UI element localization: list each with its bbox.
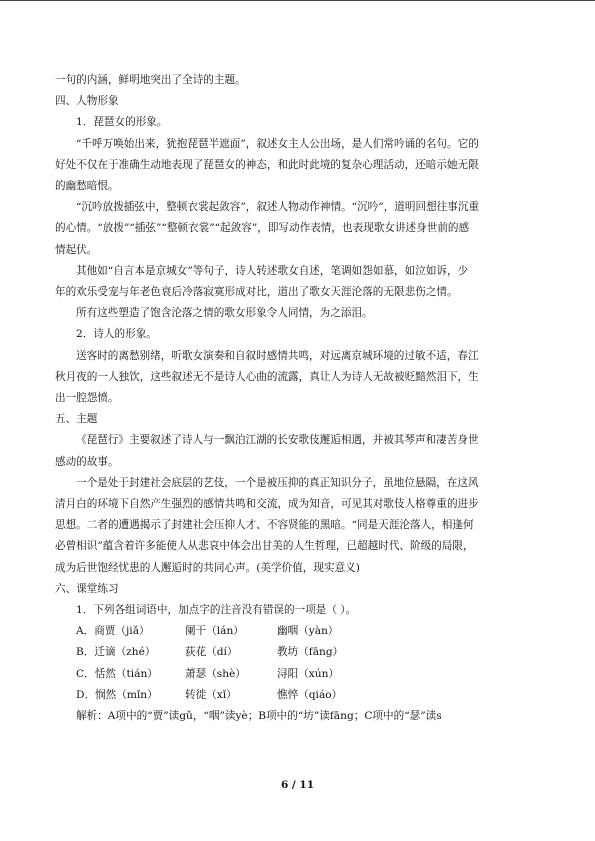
text-line: “千呼万唤始出来，犹抱琵琶半遮面”，叙述女主人公出场，是人们常吟诵的名句。它的 (76, 137, 479, 150)
option-row-a (55, 621, 545, 642)
text-line: 感动的故事。 (55, 455, 119, 468)
subsection-heading: 2．诗人的形象。 (76, 328, 157, 341)
option-term: 阑干（lán） (185, 625, 244, 638)
analysis-text: 解析：A项中的“贾”读gǔ，“咽”读yè；B项中的“坊”读fāng；C项中的“瑟”读s (76, 710, 442, 723)
top-rule (0, 0, 595, 1)
option-term: 浔阳（xún） (277, 667, 339, 680)
text-line: 好处不仅在于准确生动地表现了琵琶女的神态，和此时此境的复杂心理活动，还暗示她无限 (55, 158, 479, 171)
option-row-d (55, 685, 545, 706)
text-line: 出一腔怨愤。 (55, 392, 119, 405)
text-line: 一句的内涵，鲜明地突出了全诗的主题。 (55, 74, 246, 86)
text-line: 送客时的离愁别绪，听歌女演奏和自叙时感情共鸣，对远离京城环境的过敏不适，春江 (76, 349, 479, 362)
text-line: 的幽愁暗恨。 (55, 180, 119, 193)
option-term: 萧瑟（shè） (185, 667, 246, 680)
text-line: 所有这些塑造了饱含沦落之情的歌女形象令人同情，为之添泪。 (76, 307, 373, 320)
option-term: 憔悴（qiáo） (277, 688, 343, 701)
subsection-heading: 1．琵琶女的形象。 (76, 116, 168, 129)
text-line: 年的欢乐受宠与年老色衰后冷落寂寞形成对比，道出了歌女天涯沦落的无限悲伤之情。 (55, 286, 458, 299)
option-term: D．悯然（mǐn） (76, 688, 158, 701)
text-line: 《琵琶行》主要叙述了诗人与一飘泊江湖的长安歌伎邂逅相遇，并被其琴声和凄苦身世 (76, 434, 479, 447)
option-term: 幽咽（yàn） (277, 625, 339, 638)
text-line: 成为后世饱经忧患的人邂逅时的共同心声。(美学价值，现实意义) (55, 561, 360, 574)
option-row-c (55, 664, 545, 685)
option-term: C．恬然（tián） (76, 667, 158, 680)
text-line: 思想。二者的遭遇揭示了封建社会压抑人才、不容贤能的黑暗。“同是天涯沦落人，相逢何 (55, 519, 474, 532)
text-line: 清月白的环境下自然产生强烈的感情共鸣和交流，成为知音，可见其对歌伎人格尊重的进步 (55, 498, 479, 511)
text-line: 必曾相识”蕴含着许多能使人从悲哀中体会出甘美的人生哲理，已超越时代、阶级的局限， (55, 540, 474, 553)
option-term: A．商贾（jiǎ） (76, 625, 150, 638)
text-line: “沉吟放拨插弦中，整顿衣裳起敛容”，叙述人物动作神情。“沉吟”，道明回想往事沉重 (76, 201, 480, 214)
section-heading: 六、课堂练习 (55, 582, 119, 595)
text-line: 一个是处于封建社会底层的艺伎，一个是被压抑的真正知识分子，虽地位悬隔，在这风 (76, 476, 479, 489)
text-line: 其他如“自言本是京城女”等句子，诗人转述歌女自述，笔调如怨如慕，如泣如诉，少 (76, 264, 469, 277)
question-stem: 1．下列各组词语中，加点字的注音没有错误的一项是（ ）。 (76, 604, 357, 617)
text-line: 情起伏。 (55, 243, 98, 256)
option-term: B．迁谪（zhé） (76, 646, 156, 659)
text-line: 秋月夜的一人独饮，这些叙述无不是诗人心曲的流露，真让人为诗人无故被贬黯然泪下，生 (55, 370, 479, 383)
option-row-b (55, 642, 545, 663)
section-heading: 五、主题 (55, 413, 98, 426)
option-term: 转徙（xǐ） (185, 688, 237, 701)
document-body (55, 70, 545, 727)
page-number: 6 / 11 (280, 779, 315, 791)
option-term: 荻花（dí） (185, 646, 238, 659)
section-heading: 四、人物形象 (55, 95, 119, 108)
option-term: 教坊（fāng） (277, 646, 344, 659)
text-line: 的心情。“放拨”“插弦”“整顿衣裳”“起敛容”，即写动作表情，也表现歌女讲述身世前的感 (55, 222, 470, 235)
